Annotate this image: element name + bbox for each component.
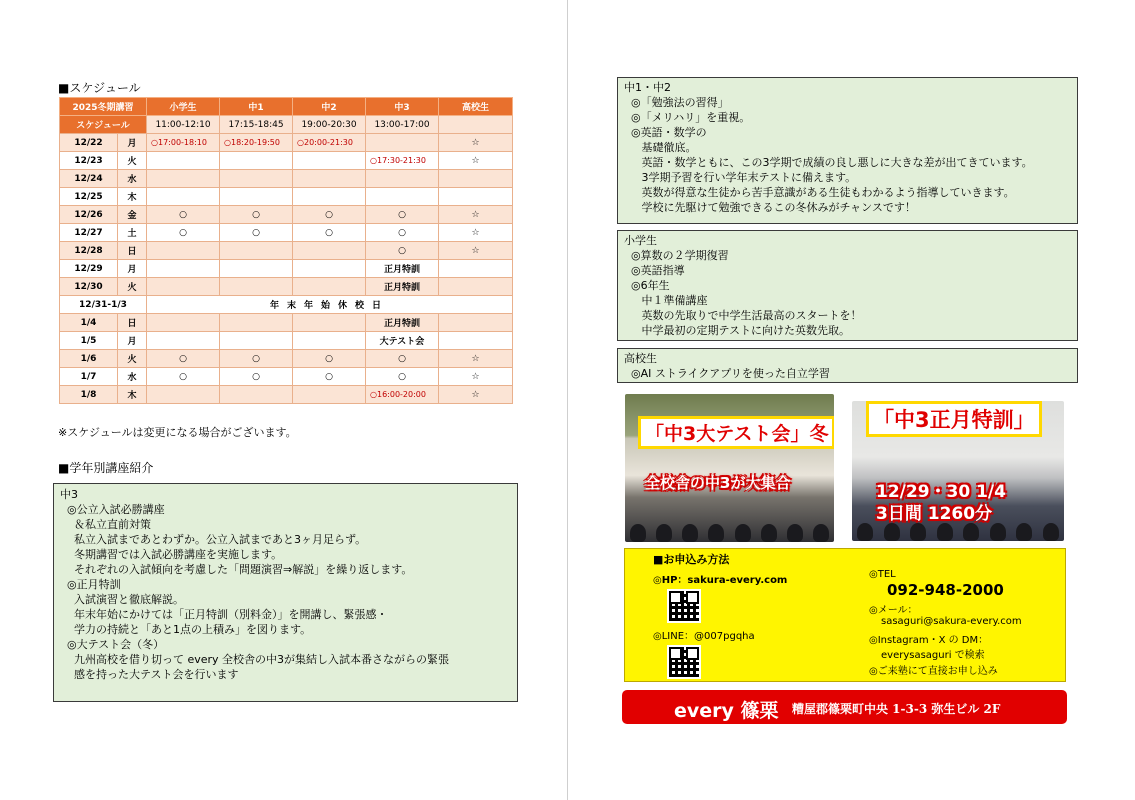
schedule-time-cell (439, 116, 513, 134)
schedule-date: 12/28 (60, 242, 118, 260)
hp-link[interactable]: ◎HP：sakura-every.com (653, 575, 788, 586)
schedule-time-cell: 11:00-12:10 (147, 116, 220, 134)
schedule-cell (293, 314, 366, 332)
course-line: ◎公立入試必勝講座 (60, 503, 165, 516)
schedule-cell (220, 242, 293, 260)
schedule-cell: ☆ (439, 134, 513, 152)
schedule-date: 1/5 (60, 332, 118, 350)
elementary-line: 中学最初の定期テストに向けた英数先取。 (624, 324, 851, 337)
elementary-line: 英数の先取りで中学生活最高のスタートを！ (624, 309, 862, 322)
schedule-cell: 正月特訓 (366, 314, 439, 332)
courses-heading: ■学年別講座紹介 (58, 461, 154, 475)
page-divider (567, 0, 568, 800)
schedule-cell: ☆ (439, 368, 513, 386)
schedule-weekday: 火 (118, 152, 147, 170)
new-year-training-dates: 12/29・30 1/4 (876, 482, 1006, 502)
chu12-line: 英語・数学ともに、この3学期で成績の良し悪しに大きな差が出てきています。 (624, 156, 1033, 169)
schedule-cell (293, 170, 366, 188)
schedule-row (60, 134, 513, 152)
chu12-line: 基礎徹底。 (624, 141, 697, 154)
schedule-time-cell: 13:00-17:00 (366, 116, 439, 134)
schedule-cell: ○ (220, 350, 293, 368)
schedule-date: 1/7 (60, 368, 118, 386)
schedule-row (60, 314, 513, 332)
test-event-title: 「中3大テスト会」冬 (638, 416, 834, 449)
schedule-cell (147, 332, 220, 350)
students-silhouette (625, 504, 834, 542)
schedule-cell (147, 386, 220, 404)
chu12-line: 学校に先駆けて勉強できるこの冬休みがチャンスです！ (624, 201, 916, 214)
schedule-cell (293, 152, 366, 170)
schedule-row (60, 224, 513, 242)
schedule-date: 12/25 (60, 188, 118, 206)
application-heading: ■お申込み方法 (653, 553, 730, 566)
schedule-cell (439, 278, 513, 296)
course-line: 感を持った大テスト会を行います (60, 668, 239, 681)
course-line: 冬期講習では入試必勝講座を実施します。 (60, 548, 283, 561)
address: 糟屋郡篠栗町中央 1-3-3 弥生ビル 2F (792, 702, 1001, 716)
schedule-cell (293, 260, 366, 278)
schedule-date: 12/31-1/3 (60, 296, 147, 314)
schedule-row (60, 242, 513, 260)
chu12-course-box (617, 77, 1078, 224)
schedule-time-row (60, 116, 513, 134)
schedule-cell: 正月特訓 (366, 260, 439, 278)
schedule-cell: ☆ (439, 350, 513, 368)
course-line: 学力の持続と「あと1点の上積み」を図ります。 (60, 623, 312, 636)
brand-name: every 篠栗 (674, 700, 779, 722)
chu12-line: ◎「勉強法の習得」 (624, 96, 729, 109)
chu12-line: ◎「メリハリ」を重視。 (624, 111, 751, 124)
schedule-weekday: 日 (118, 242, 147, 260)
schedule-cell: ☆ (439, 152, 513, 170)
highschool-line: 高校生 (624, 352, 657, 365)
course-line: ＆私立直前対策 (60, 518, 151, 531)
schedule-weekday: 月 (118, 260, 147, 278)
schedule-cell: ○17:00-18:10 (147, 134, 220, 152)
elementary-line: ◎算数の２学期復習 (624, 249, 729, 262)
schedule-row (60, 296, 513, 314)
elementary-line: 中１準備講座 (624, 294, 708, 307)
schedule-cell (220, 170, 293, 188)
schedule-cell (220, 314, 293, 332)
schedule-cell: ○ (293, 368, 366, 386)
schedule-header-cell: 高校生 (439, 98, 513, 116)
visit-note: ◎ご来塾にて直接お申し込み (869, 666, 998, 677)
schedule-weekday: 火 (118, 278, 147, 296)
schedule-cell: ○20:00-21:30 (293, 134, 366, 152)
schedule-time-cell: スケジュール (60, 116, 147, 134)
schedule-cell (293, 188, 366, 206)
tel-number[interactable]: 092-948-2000 (887, 581, 1004, 599)
schedule-cell (366, 170, 439, 188)
schedule-cell (147, 260, 220, 278)
schedule-date: 12/22 (60, 134, 118, 152)
schedule-cell (220, 386, 293, 404)
schedule-cell: 大テスト会 (366, 332, 439, 350)
schedule-cell: ☆ (439, 224, 513, 242)
sns-id: everysasaguri で検索 (881, 650, 985, 661)
chu12-line: 中1・中2 (624, 81, 671, 94)
elementary-course-box (617, 230, 1078, 341)
chu12-line: 英数が得意な生徒から苦手意識がある生徒もわかるよう指導していきます。 (624, 186, 1015, 199)
schedule-weekday: 日 (118, 314, 147, 332)
schedule-cell (147, 314, 220, 332)
schedule-date: 12/29 (60, 260, 118, 278)
schedule-cell (220, 260, 293, 278)
schedule-cell: ○ (147, 224, 220, 242)
schedule-cell (293, 332, 366, 350)
schedule-cell: ○ (293, 350, 366, 368)
course-line: 九州高校を借り切って every 全校舎の中3が集結し入試本番さながらの緊張 (60, 653, 450, 666)
schedule-date: 12/27 (60, 224, 118, 242)
chu12-line: ◎英語・数学の (624, 126, 707, 139)
test-event-subtitle: 全校舎の中3が大集合 (645, 474, 791, 492)
new-year-training-title: 「中3正月特訓」 (866, 401, 1042, 437)
schedule-weekday: 火 (118, 350, 147, 368)
footer-bar (622, 690, 1067, 724)
schedule-date: 12/30 (60, 278, 118, 296)
schedule-cell (220, 332, 293, 350)
schedule-header-cell: 中2 (293, 98, 366, 116)
course-line: 年末年始にかけては「正月特訓（別料金）」を開講し、緊張感・ (60, 608, 388, 621)
schedule-cell (220, 152, 293, 170)
course-line: それぞれの入試傾向を考慮した「問題演習⇒解説」を繰り返します。 (60, 563, 413, 576)
elementary-line: 小学生 (624, 234, 657, 247)
schedule-cell: ○ (220, 224, 293, 242)
schedule-header-cell: 小学生 (147, 98, 220, 116)
schedule-cell (147, 242, 220, 260)
schedule-date: 12/24 (60, 170, 118, 188)
schedule-cell: ○17:30-21:30 (366, 152, 439, 170)
schedule-weekday: 月 (118, 332, 147, 350)
schedule-cell: 正月特訓 (366, 278, 439, 296)
chu12-line: 3学期予習を行い学年末テストに備えます。 (624, 171, 857, 184)
schedule-cell: ○ (147, 350, 220, 368)
schedule-header-cell: 2025冬期講習 (60, 98, 147, 116)
hp-qr-code[interactable] (667, 589, 701, 623)
line-qr-code[interactable] (667, 645, 701, 679)
application-box (624, 548, 1066, 682)
mail-address[interactable]: sasaguri@sakura-every.com (881, 616, 1022, 627)
schedule-header-cell: 中1 (220, 98, 293, 116)
new-year-training-photo (852, 401, 1064, 541)
elementary-line: ◎英語指導 (624, 264, 685, 277)
course-intro-box (53, 483, 518, 702)
tel-label: ◎TEL (869, 569, 896, 580)
schedule-cell: ○ (220, 206, 293, 224)
schedule-cell: ○ (293, 224, 366, 242)
schedule-date: 1/6 (60, 350, 118, 368)
course-line: 中3 (60, 488, 78, 501)
schedule-cell (439, 332, 513, 350)
schedule-cell (147, 188, 220, 206)
schedule-row (60, 152, 513, 170)
schedule-date: 1/8 (60, 386, 118, 404)
schedule-date: 1/4 (60, 314, 118, 332)
schedule-table (59, 97, 513, 404)
course-line: ◎正月特訓 (60, 578, 121, 591)
course-line: 入試演習と徹底解説。 (60, 593, 184, 606)
schedule-weekday: 木 (118, 386, 147, 404)
schedule-cell (366, 188, 439, 206)
highschool-line: ◎AI ストライクアプリを使った自立学習 (624, 367, 830, 380)
schedule-cell (293, 242, 366, 260)
schedule-cell: ○ (366, 242, 439, 260)
schedule-time-cell: 19:00-20:30 (293, 116, 366, 134)
test-event-photo (625, 394, 834, 542)
schedule-weekday: 木 (118, 188, 147, 206)
schedule-cell: ○18:20-19:50 (220, 134, 293, 152)
closed-days-label: 年末年始休校日 (147, 296, 513, 314)
schedule-weekday: 水 (118, 170, 147, 188)
schedule-date: 12/26 (60, 206, 118, 224)
schedule-header-cell: 中3 (366, 98, 439, 116)
schedule-cell: ○ (293, 206, 366, 224)
schedule-cell (439, 314, 513, 332)
schedule-cell (366, 134, 439, 152)
schedule-cell: ○ (366, 368, 439, 386)
schedule-weekday: 土 (118, 224, 147, 242)
schedule-time-cell: 17:15-18:45 (220, 116, 293, 134)
schedule-cell: ○ (366, 350, 439, 368)
schedule-note: ※スケジュールは変更になる場合がございます。 (58, 426, 297, 439)
schedule-row (60, 332, 513, 350)
schedule-cell (439, 188, 513, 206)
line-id[interactable]: ◎LINE：@007pgqha (653, 631, 755, 642)
schedule-cell (147, 152, 220, 170)
new-year-training-hours: 3日間 1260分 (876, 504, 993, 524)
schedule-cell: ○16:00-20:00 (366, 386, 439, 404)
schedule-row (60, 386, 513, 404)
schedule-date: 12/23 (60, 152, 118, 170)
course-line: 私立入試まであとわずか。公立入試まであと3ヶ月足らず。 (60, 533, 367, 546)
course-line: ◎大テスト会（冬） (60, 638, 165, 651)
schedule-cell (439, 260, 513, 278)
schedule-row (60, 260, 513, 278)
schedule-cell: ☆ (439, 206, 513, 224)
mail-label: ◎メール： (869, 605, 918, 616)
schedule-header-row (60, 98, 513, 116)
schedule-cell: ☆ (439, 386, 513, 404)
sns-label: ◎Instagram・X の DM： (869, 635, 989, 646)
schedule-row (60, 278, 513, 296)
schedule-row (60, 170, 513, 188)
schedule-row (60, 350, 513, 368)
schedule-cell (147, 278, 220, 296)
schedule-cell (220, 188, 293, 206)
schedule-cell: ○ (220, 368, 293, 386)
schedule-cell (439, 170, 513, 188)
schedule-cell (147, 170, 220, 188)
schedule-row (60, 206, 513, 224)
schedule-cell (293, 278, 366, 296)
schedule-cell: ☆ (439, 242, 513, 260)
schedule-cell: ○ (147, 206, 220, 224)
schedule-heading: ■スケジュール (58, 81, 141, 95)
schedule-row (60, 188, 513, 206)
schedule-weekday: 金 (118, 206, 147, 224)
schedule-weekday: 水 (118, 368, 147, 386)
schedule-cell: ○ (366, 206, 439, 224)
schedule-cell (293, 386, 366, 404)
schedule-cell: ○ (147, 368, 220, 386)
schedule-row (60, 368, 513, 386)
schedule-weekday: 月 (118, 134, 147, 152)
highschool-course-box (617, 348, 1078, 383)
elementary-line: ◎6年生 (624, 279, 670, 292)
schedule-cell: ○ (366, 224, 439, 242)
schedule-cell (220, 278, 293, 296)
